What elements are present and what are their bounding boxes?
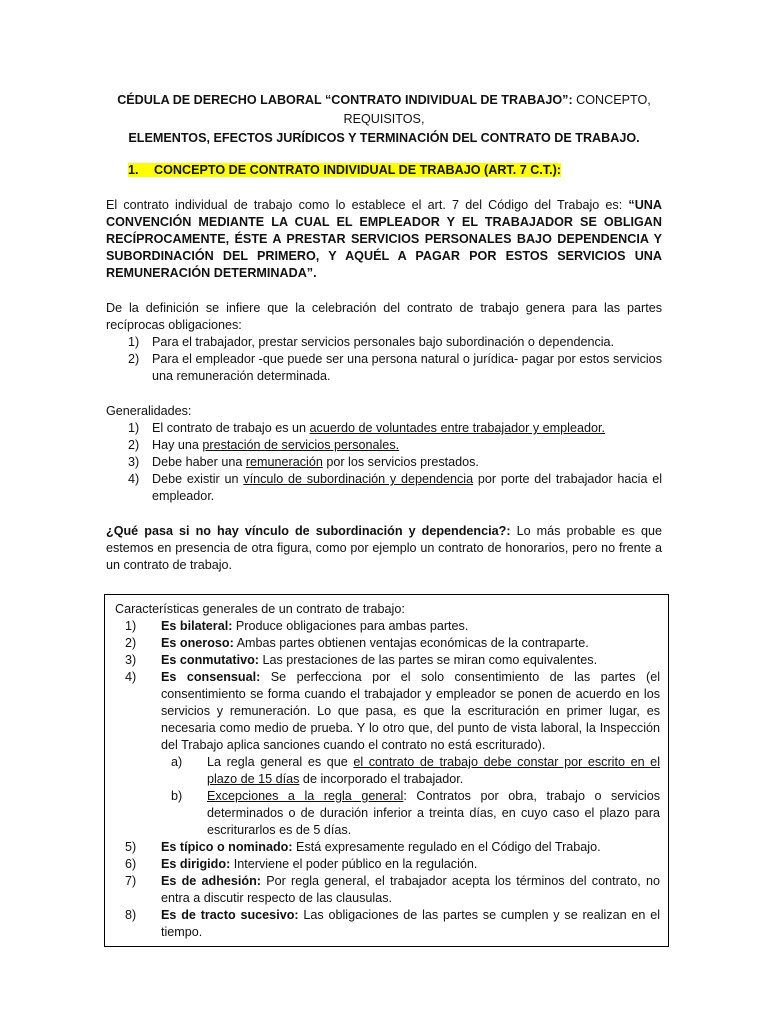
title-bold: CÉDULA DE DERECHO LABORAL “CONTRATO INDIVIDUAL DE TRABAJO”: (117, 93, 573, 107)
definition-paragraph (106, 197, 662, 282)
list-item: 2) Para el empleador -que puede ser una persona natural o jurídica- pagar por estos servicios una remuneración determinada. (128, 352, 662, 383)
section-1-heading (106, 162, 662, 179)
characteristics-list (115, 618, 660, 941)
box-title: Características generales de un contrato de trabajo: (115, 602, 405, 616)
consensual-sub-list (161, 754, 660, 839)
list-item: 7) Es de adhesión: Por regla general, el trabajador acepta los términos del contrato, no entra a discutir respecto de las clausulas. (125, 874, 660, 905)
title-line2: ELEMENTOS, EFECTOS JURÍDICOS Y TERMINACIÓN DEL CONTRATO DE TRABAJO. (128, 131, 640, 145)
list-item: 6) Es dirigido: Interviene el poder público en la regulación. (125, 857, 478, 871)
obligations-list (106, 334, 662, 385)
document-page (106, 91, 662, 947)
list-item: 2) Hay una prestación de servicios personales. (128, 438, 400, 452)
list-item: a) La regla general es que el contrato de trabajo debe constar por escrito en el plazo de 15 días de incorporado el trabajador. (171, 755, 660, 786)
list-item: 1) El contrato de trabajo es un acuerdo de voluntades entre trabajador y empleador. (128, 421, 605, 435)
title-rest: CONCEPTO, REQUISITOS, (343, 93, 651, 126)
list-item: 5) Es típico o nominado: Está expresamente regulado en el Código del Trabajo. (125, 840, 601, 854)
definition-intro: El contrato individual de trabajo como lo establece el art. 7 del Código del Trabajo es: (106, 198, 629, 212)
section-1-title: CONCEPTO DE CONTRATO INDIVIDUAL DE TRABAJO (ART. 7 C.T.): (154, 163, 561, 177)
list-item: 1) Es bilateral: Produce obligaciones para ambas partes. (125, 619, 469, 633)
document-title (106, 91, 662, 148)
definition-quote: “UNA CONVENCIÓN MEDIANTE LA CUAL EL EMPLEADOR Y EL TRABAJADOR SE OBLIGAN RECÍPROCAMENTE, ÉSTE A PRESTAR SERVICIOS PERSONALES BAJO DEPENDENCIA Y SUBORDINACIÓN DEL PRIMERO, Y AQUÉL A PAGAR POR ESTOS SERVICIOS UNA REMUNERACIÓN DETERMINADA”. (106, 198, 662, 280)
question-paragraph (106, 523, 662, 574)
list-item: 1) Para el trabajador, prestar servicios personales bajo subordinación o dependencia. (128, 335, 615, 349)
inference-paragraph: De la definición se infiere que la celebración del contrato de trabajo genera para las partes recíprocas obligaciones: (106, 301, 662, 332)
question-text: Lo más probable es que estemos en presencia de otra figura, como por ejemplo un contrato de honorarios, pero no frente a un contrato de trabajo. (106, 524, 663, 572)
section-1-number: 1. (128, 163, 139, 177)
list-item: 4) Debe existir un vínculo de subordinación y dependencia por porte del trabajador hacia el empleador. (128, 472, 663, 503)
question-bold: ¿Qué pasa si no hay vínculo de subordinación y dependencia?: (106, 524, 511, 538)
list-item: 4) Es consensual: Se perfecciona por el solo consentimiento de las partes (el consentimiento se forma cuando el trabajador y empleador se ponen de acuerdo en los servicios y remuneración. Lo que pasa, es que la escrituración en primer lugar, es necesaria como medio de prueba. Y lo otro que, del punto de vista laboral, la Inspección del Trabajo aplica sanciones cuando el contrato no está escriturado). a) La regla general es que el contrato de trabajo debe constar por escrito en el plazo de 15 días de incorporado el trabajador. b) Excepciones a la regla general: Contratos por obra, trabajo o servicios determinados o de duración inferior a treinta días, en cuyo caso el plazo para escriturarlos es de 5 días. (125, 670, 661, 837)
generalidades-label: Generalidades: (106, 404, 192, 418)
list-item: 3) Es conmutativo: Las prestaciones de las partes se miran como equivalentes. (125, 653, 598, 667)
list-item: 3) Debe haber una remuneración por los servicios prestados. (128, 455, 479, 469)
list-item: 2) Es oneroso: Ambas partes obtienen ventajas económicas de la contraparte. (125, 636, 589, 650)
generalidades-list (106, 420, 662, 505)
list-item: b) Excepciones a la regla general: Contratos por obra, trabajo o servicios determinados o de duración inferior a treinta días, en cuyo caso el plazo para escriturarlos es de 5 días. (171, 789, 660, 837)
characteristics-box (104, 594, 669, 947)
list-item: 8) Es de tracto sucesivo: Las obligaciones de las partes se cumplen y se realizan en el tiempo. (125, 908, 660, 939)
